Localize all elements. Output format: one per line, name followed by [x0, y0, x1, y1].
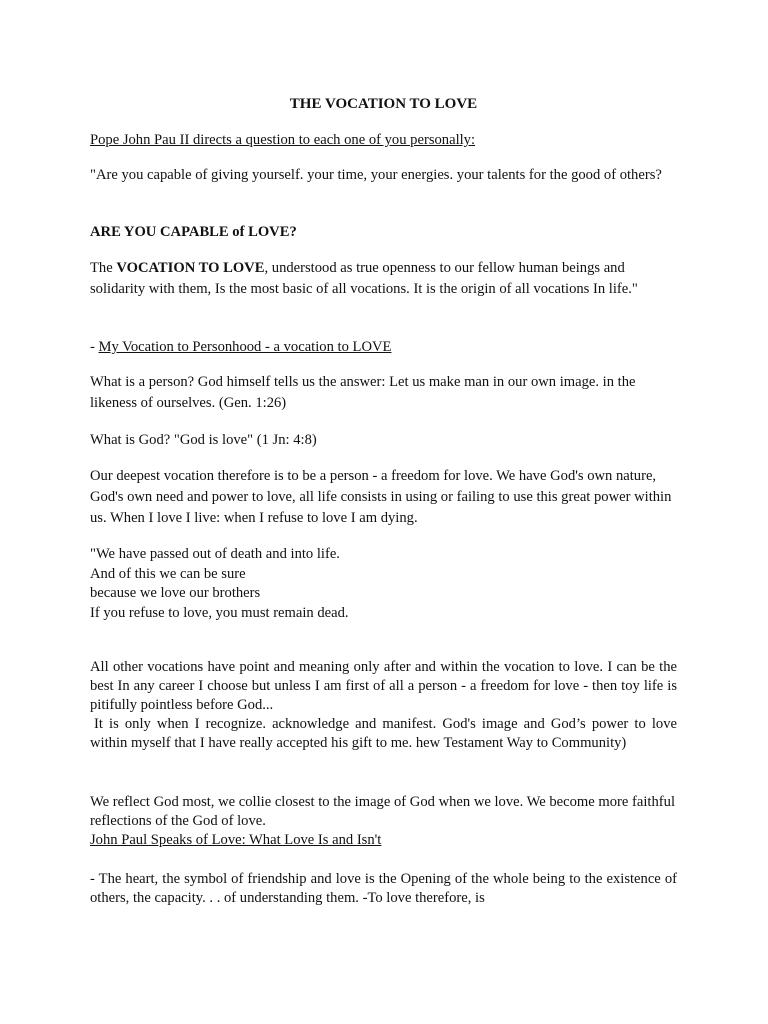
- vocation-pre: The: [90, 260, 117, 276]
- paragraph-recognize: It is only when I recognize. acknowledge and manifest. God's image and God’s power to love within myself that I have really accepted his gift to me. hew Testament Way to Community): [90, 716, 677, 751]
- section-title-personhood: My Vocation to Personhood - a vocation to LOVE: [98, 339, 392, 355]
- poem-line: If you refuse to love, you must remain dead.: [90, 604, 349, 621]
- poem-line: And of this we can be sure: [90, 565, 246, 582]
- section-heading-what-love-is: John Paul Speaks of Love: What Love Is and Isn't: [90, 832, 382, 848]
- heading-capable-of-love: ARE YOU CAPABLE of LOVE?: [90, 224, 297, 240]
- document-title: THE VOCATION TO LOVE: [289, 96, 478, 112]
- paragraph-what-is-person: What is a person? God himself tells us the answer: Let us make man in our own image. in the likeness of ourselves. (Gen. 1:26): [90, 374, 636, 411]
- poem-block: [90, 545, 677, 623]
- paragraph-vocation: [90, 258, 677, 300]
- paragraph-reflect-god: We reflect God most, we collie closest to the image of God when we love. We become more faithful reflections of the God of love.: [90, 794, 675, 829]
- poem-line: "We have passed out of death and into life.: [90, 546, 340, 562]
- paragraph-what-is-god: What is God? "God is love" (1 Jn: 4:8): [90, 432, 317, 448]
- paragraph-other-vocations: All other vocations have point and meaning only after and within the vocation to love. I can be the best In any career I choose but unless I am first of all a person - a freedom for love - then toy life is pitifully pointless before God...: [90, 659, 677, 713]
- section-heading-personhood: [90, 337, 677, 358]
- paragraph-deepest-vocation: Our deepest vocation therefore is to be a person - a freedom for love. We have God's own nature, God's own need and power to love, all life consists in using or failing to use this great power within us. When I love I live: when I refuse to love I am dying.: [90, 468, 672, 526]
- paragraph-heart: - The heart, the symbol of friendship and love is the Opening of the whole being to the existence of others, the capacity. . . of understanding them. -To love therefore, is: [90, 871, 677, 906]
- vocation-post: , understood as true openness to our fellow human beings and solidarity with them, Is the most basic of all vocations. It is the origin of all vocations In life.": [90, 260, 638, 297]
- poem-line: because we love our brothers: [90, 585, 261, 601]
- quote-capable: "Are you capable of giving yourself. your time, your energies. your talents for the good of others?: [90, 167, 662, 183]
- intro-subheading: Pope John Pau II directs a question to each one of you personally:: [90, 132, 476, 148]
- vocation-bold-term: VOCATION TO LOVE: [116, 260, 265, 276]
- section-dash: -: [90, 339, 99, 355]
